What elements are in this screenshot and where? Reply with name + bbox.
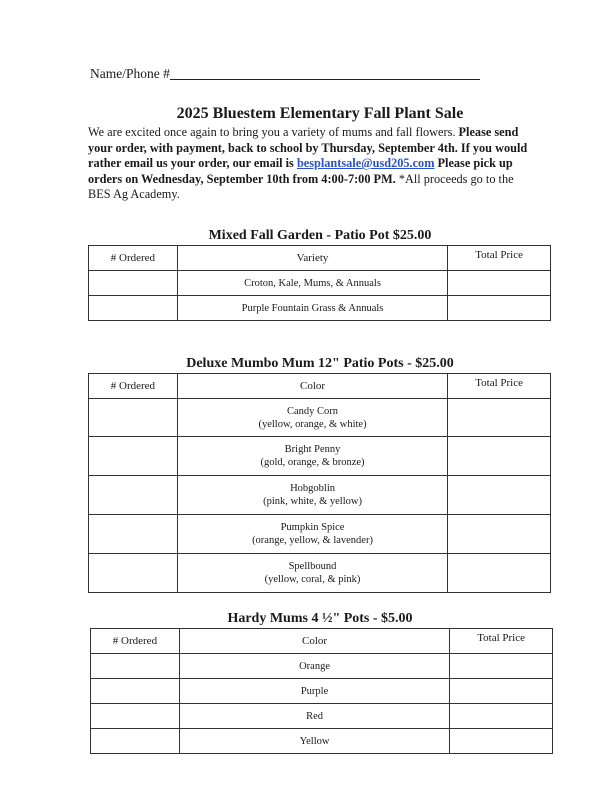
- color-desc: (yellow, coral, & pink): [264, 574, 361, 585]
- section2-table: [88, 373, 551, 593]
- color-name: Pumpkin Spice: [280, 522, 345, 533]
- intro-pickup: Please pick up orders on Wednesday, September 10th from 4:00-7:00 PM.: [88, 156, 513, 186]
- color-cell: [177, 515, 447, 554]
- page-title: 2025 Bluestem Elementary Fall Plant Sale: [176, 105, 464, 122]
- variety-cell: Croton, Kale, Mums, & Annuals: [177, 271, 447, 296]
- ordered-cell[interactable]: [91, 704, 180, 729]
- table-row: [89, 554, 551, 593]
- total-cell[interactable]: [448, 554, 551, 593]
- total-cell[interactable]: [450, 704, 553, 729]
- ordered-cell[interactable]: [89, 554, 178, 593]
- color-desc: (orange, yellow, & lavender): [252, 535, 373, 546]
- header-ordered: # Ordered: [89, 374, 178, 399]
- color-name: Spellbound: [288, 561, 337, 572]
- total-cell[interactable]: [448, 296, 551, 321]
- header-total: Total Price: [448, 246, 551, 271]
- total-cell[interactable]: [450, 654, 553, 679]
- color-cell: Yellow: [179, 729, 449, 754]
- table-row: [89, 271, 551, 296]
- ordered-cell[interactable]: [89, 437, 178, 476]
- ordered-cell[interactable]: [89, 271, 178, 296]
- total-cell[interactable]: [450, 729, 553, 754]
- total-cell[interactable]: [448, 476, 551, 515]
- table-row: [89, 515, 551, 554]
- header-ordered: # Ordered: [91, 629, 180, 654]
- ordered-cell[interactable]: [89, 476, 178, 515]
- intro-paragraph: [88, 125, 528, 203]
- intro-instructions: Please send your order, with payment, back to school by Thursday, September 4th. If you would rather email us your order, our email is: [88, 125, 528, 171]
- header-total: Total Price: [448, 374, 551, 399]
- total-cell[interactable]: [448, 271, 551, 296]
- name-phone-field: [90, 66, 480, 82]
- email-link[interactable]: besplantsale@usd205.com: [296, 156, 435, 171]
- ordered-cell[interactable]: [91, 654, 180, 679]
- table-row: [91, 729, 553, 754]
- name-phone-label: Name/Phone #: [90, 66, 170, 81]
- color-name: Candy Corn: [287, 405, 339, 417]
- color-name: Bright Penny: [284, 444, 341, 455]
- color-cell: [177, 399, 447, 437]
- color-cell: [177, 476, 447, 515]
- table-header-row: [89, 246, 551, 271]
- name-phone-blank[interactable]: [170, 66, 480, 80]
- total-cell[interactable]: [450, 679, 553, 704]
- color-cell: [177, 437, 447, 476]
- color-cell: [177, 554, 447, 593]
- table-row: [89, 437, 551, 476]
- total-cell[interactable]: [448, 515, 551, 554]
- table-header-row: [91, 629, 553, 654]
- ordered-cell[interactable]: [89, 399, 178, 437]
- variety-cell: Purple Fountain Grass & Annuals: [177, 296, 447, 321]
- ordered-cell[interactable]: [89, 296, 178, 321]
- table-row: [91, 704, 553, 729]
- table-header-row: [89, 374, 551, 399]
- table-row: [89, 476, 551, 515]
- color-desc: (gold, orange, & bronze): [260, 457, 365, 468]
- header-ordered: # Ordered: [89, 246, 178, 271]
- section1-table: [88, 245, 551, 321]
- color-desc: (yellow, orange, & white): [258, 418, 367, 430]
- total-cell[interactable]: [448, 399, 551, 437]
- table-row: [89, 296, 551, 321]
- section3-table: [90, 628, 553, 754]
- table-row: [91, 654, 553, 679]
- color-cell: Orange: [179, 654, 449, 679]
- color-cell: Red: [179, 704, 449, 729]
- header-color: Color: [179, 629, 449, 654]
- color-cell: Purple: [179, 679, 449, 704]
- color-desc: (pink, white, & yellow): [263, 496, 362, 507]
- header-color: Color: [177, 374, 447, 399]
- header-total: Total Price: [450, 629, 553, 654]
- intro-proceeds: *All proceeds go to the BES Ag Academy.: [88, 171, 514, 202]
- color-name: Hobgoblin: [290, 483, 335, 494]
- header-variety: Variety: [177, 246, 447, 271]
- section3-title: Hardy Mums 4 ½" Pots - $5.00: [227, 611, 413, 626]
- section1-title: Mixed Fall Garden - Patio Pot $25.00: [208, 228, 432, 243]
- table-row: [89, 399, 551, 437]
- ordered-cell[interactable]: [89, 515, 178, 554]
- ordered-cell[interactable]: [91, 729, 180, 754]
- total-cell[interactable]: [448, 437, 551, 476]
- ordered-cell[interactable]: [91, 679, 180, 704]
- section2-title: Deluxe Mumbo Mum 12" Patio Pots - $25.00: [186, 356, 454, 371]
- table-row: [91, 679, 553, 704]
- intro-line1: We are excited once again to bring you a variety of mums and fall flowers.: [88, 125, 456, 139]
